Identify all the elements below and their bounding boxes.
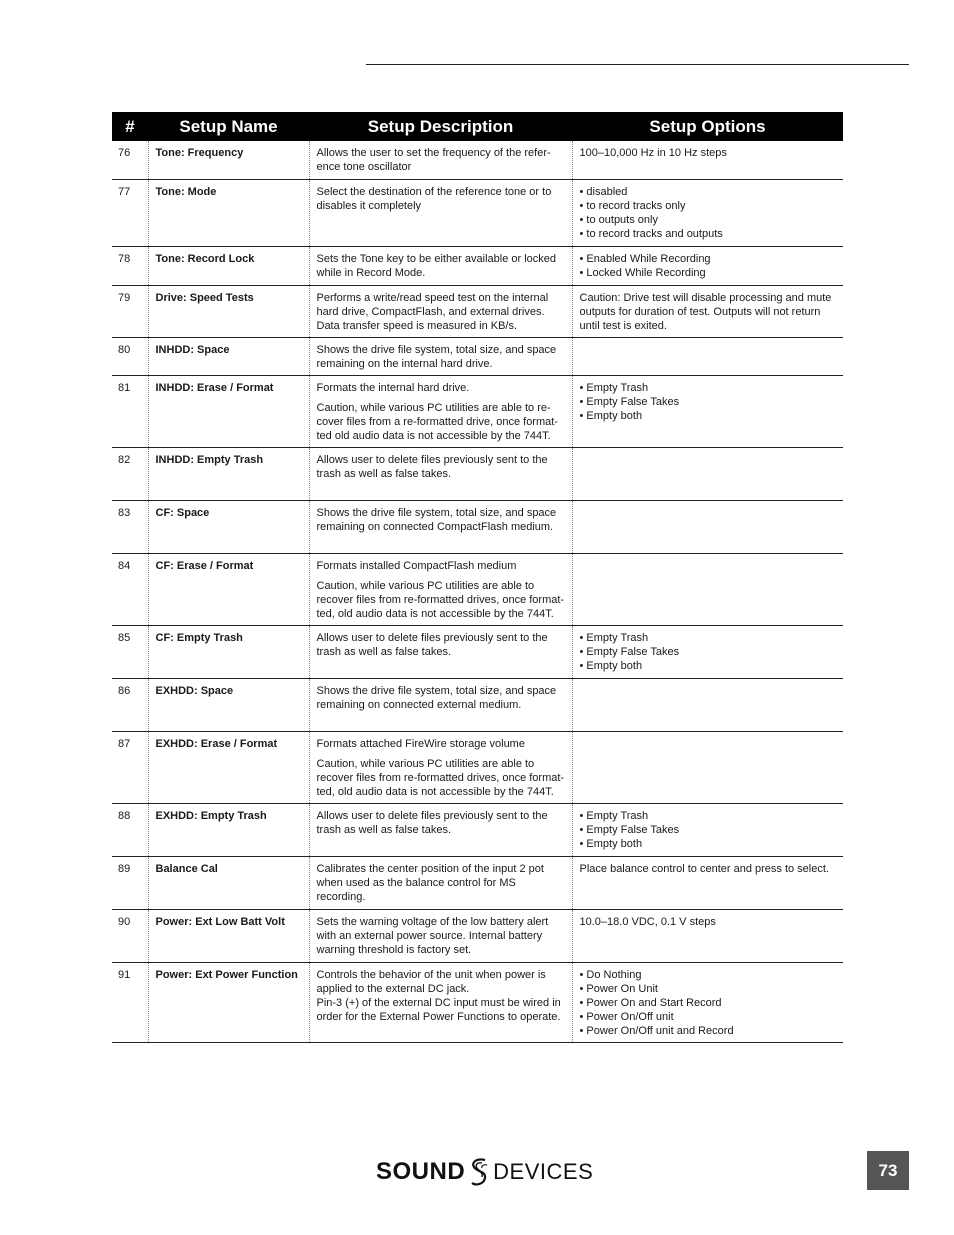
setup-name: Tone: Record Lock [148,246,309,285]
setup-description [309,500,572,553]
setup-options [572,909,843,962]
table-row [112,500,843,553]
row-number: 82 [112,447,148,500]
description-paragraph: Sets the warning voltage of the low battery alert with an external power source. Internal battery warning threshold is factory set. [316,915,549,956]
row-number: 79 [112,285,148,337]
setup-name: Power: Ext Low Batt Volt [148,909,309,962]
setup-name: Power: Ext Power Function [148,962,309,1042]
logo-swirl-icon [467,1156,491,1188]
row-number: 88 [112,803,148,856]
options-text: Caution: Drive test will disable processing and mute outputs for duration of test. Outputs will not return until test is exited. [579,291,832,332]
setup-description [309,375,572,447]
option-item: • Enabled While Recording [580,252,838,266]
row-number: 83 [112,500,148,553]
description-paragraph: Formats the internal hard drive. [316,381,470,394]
table-row [112,553,843,625]
description-paragraph: Shows the drive file system, total size, and space remaining on connected CompactFlash medium. [316,506,557,533]
row-number: 91 [112,962,148,1042]
setup-options [572,962,843,1042]
setup-name: INHDD: Erase / Format [148,375,309,447]
setup-description [309,285,572,337]
setup-description [309,731,572,803]
table-row [112,856,843,909]
row-number: 84 [112,553,148,625]
description-paragraph: Shows the drive file system, total size, and space remaining on connected external medium. [316,684,557,711]
row-number: 80 [112,337,148,375]
setup-name: CF: Empty Trash [148,625,309,678]
setup-options [572,141,843,179]
row-number: 87 [112,731,148,803]
option-item: • to outputs only [580,213,838,227]
setup-options [572,375,843,447]
setup-name: INHDD: Empty Trash [148,447,309,500]
option-item: • Empty False Takes [580,645,838,659]
setup-name: Tone: Frequency [148,141,309,179]
setup-options [572,500,843,553]
row-number: 86 [112,678,148,731]
option-item: • Empty both [580,837,838,851]
setup-options [572,678,843,731]
table-row [112,678,843,731]
setup-options [572,179,843,246]
table-row [112,375,843,447]
setup-description [309,553,572,625]
option-item: • Power On and Start Record [580,996,838,1010]
description-paragraph: Caution, while various PC utilities are able to re-cover files from a re-formatted drive, once format-ted old audio data is not accessible by the 744T. [316,401,558,442]
table-row [112,909,843,962]
description-paragraph: Allows the user to set the frequency of the refer-ence tone oscillator [316,147,551,173]
setup-description [309,179,572,246]
table-row [112,962,843,1042]
setup-description [309,337,572,375]
option-item: • Empty False Takes [580,395,838,409]
header-rule [366,64,909,65]
setup-description [309,803,572,856]
description-paragraph: Allows user to delete files previously sent to the trash as well as false takes. [316,631,548,658]
row-number: 76 [112,141,148,179]
row-number: 89 [112,856,148,909]
description-paragraph: Formats attached FireWire storage volume [316,737,525,750]
table-row [112,625,843,678]
options-text: 10.0–18.0 VDC, 0.1 V steps [579,915,716,928]
options-list [580,185,838,241]
option-item: • Empty Trash [580,381,838,395]
table-row [112,285,843,337]
table-row [112,447,843,500]
option-item: • Power On/Off unit [580,1010,838,1024]
options-list [580,252,838,280]
option-item: • to record tracks and outputs [580,227,838,241]
description-paragraph: Formats installed CompactFlash medium [316,559,517,572]
table-header-row [112,112,843,141]
description-paragraph: Allows user to delete files previously sent to the trash as well as false takes. [316,453,548,480]
row-number: 77 [112,179,148,246]
option-item: • Do Nothing [580,968,838,982]
setup-options [572,856,843,909]
option-item: • Empty False Takes [580,823,838,837]
sound-devices-logo [376,1154,596,1190]
setup-description [309,909,572,962]
option-item: • Power On Unit [580,982,838,996]
setup-description [309,856,572,909]
options-list [580,631,838,673]
option-item: • to record tracks only [580,199,838,213]
setup-options [572,447,843,500]
setup-name: EXHDD: Empty Trash [148,803,309,856]
logo-word-devices: DEVICES [493,1159,594,1184]
description-paragraph: Allows user to delete files previously sent to the trash as well as false takes. [316,809,548,836]
options-list [580,381,838,423]
setup-options [572,246,843,285]
header-setup-description: Setup Description [309,112,572,141]
logo-word-sound: SOUND [376,1158,466,1185]
page-number: 73 [867,1151,909,1190]
row-number: 78 [112,246,148,285]
setup-name: INHDD: Space [148,337,309,375]
setup-name: Drive: Speed Tests [148,285,309,337]
options-text: 100–10,000 Hz in 10 Hz steps [579,147,727,159]
table-row [112,731,843,803]
setup-options [572,625,843,678]
setup-options [572,337,843,375]
header-number: # [112,112,148,141]
description-paragraph: Performs a write/read speed test on the internal hard drive, CompactFlash, and external drives. Data transfer speed is measured in KB/s. [316,291,549,332]
table-row [112,803,843,856]
table-row [112,179,843,246]
setup-options [572,553,843,625]
option-item: • Locked While Recording [580,266,838,280]
setup-name: CF: Space [148,500,309,553]
setup-name: Balance Cal [148,856,309,909]
description-paragraph: Calibrates the center position of the input 2 pot when used as the balance control for MS recording. [316,862,544,903]
row-number: 90 [112,909,148,962]
table-row [112,141,843,179]
option-item: • Empty both [580,409,838,423]
setup-description [309,625,572,678]
options-list [580,809,838,851]
description-paragraph: Shows the drive file system, total size, and space remaining on the internal hard drive. [316,343,557,370]
options-list [580,968,838,1038]
table-row [112,246,843,285]
setup-name: Tone: Mode [148,179,309,246]
row-number: 85 [112,625,148,678]
setup-options [572,285,843,337]
setup-name: CF: Erase / Format [148,553,309,625]
header-setup-options: Setup Options [572,112,843,141]
setup-description [309,246,572,285]
options-text: Place balance control to center and press to select. [579,862,829,875]
table-row [112,337,843,375]
option-item: • Power On/Off unit and Record [580,1024,838,1038]
setup-table [112,112,843,1043]
description-paragraph: Caution, while various PC utilities are able to recover files from re-formatted drives, once format-ted, old audio data is not accessible by the 744T. [316,579,565,620]
setup-description [309,447,572,500]
setup-name: EXHDD: Erase / Format [148,731,309,803]
header-setup-name: Setup Name [148,112,309,141]
option-item: • Empty Trash [580,809,838,823]
description-paragraph: Select the destination of the reference tone or to disables it completely [316,185,552,212]
setup-options [572,731,843,803]
option-item: • Empty both [580,659,838,673]
option-item: • Empty Trash [580,631,838,645]
row-number: 81 [112,375,148,447]
description-paragraph: Caution, while various PC utilities are able to recover files from re-formatted drives, once format-ted, old audio data is not accessible by the 744T. [316,757,565,798]
setup-options [572,803,843,856]
setup-description [309,962,572,1042]
setup-description [309,678,572,731]
description-paragraph: Controls the behavior of the unit when power is applied to the external DC jack. Pin-3 (+) of the external DC input must be wired in order for the External Power Functions to operate. [316,968,561,1023]
setup-name: EXHDD: Space [148,678,309,731]
setup-description [309,141,572,179]
description-paragraph: Sets the Tone key to be either available or locked while in Record Mode. [316,252,557,279]
option-item: • disabled [580,185,838,199]
